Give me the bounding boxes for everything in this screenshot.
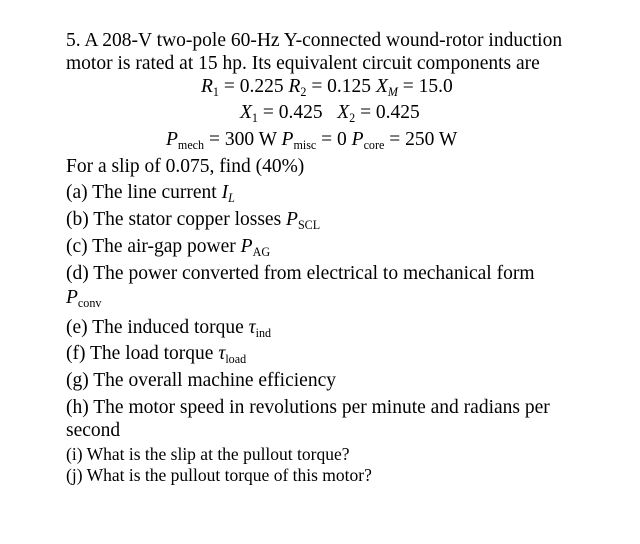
part-a-symbol: I bbox=[221, 182, 229, 203]
intro-line-2: motor is rated at 15 hp. Its equivalent circuit components are bbox=[66, 53, 540, 74]
part-a-text: (a) The line current bbox=[66, 182, 222, 203]
pmech-value: = 300 W bbox=[204, 129, 282, 150]
x2-value: = 0.425 bbox=[355, 102, 420, 123]
r2-value: = 0.125 bbox=[306, 76, 376, 97]
equation-losses bbox=[166, 130, 457, 150]
r2-symbol: R bbox=[288, 76, 301, 97]
part-c-subscript: AG bbox=[252, 244, 271, 259]
pmech-subscript: mech bbox=[177, 137, 205, 152]
part-a-subscript: L bbox=[228, 190, 235, 205]
part-d-subscript: conv bbox=[77, 295, 102, 310]
part-a bbox=[66, 183, 235, 203]
r1-symbol: R bbox=[201, 76, 213, 97]
equation-reactances bbox=[240, 103, 420, 123]
x1-subscript: 1 bbox=[251, 110, 258, 125]
x1-symbol: X bbox=[240, 102, 252, 123]
part-d-symbol: P bbox=[66, 287, 78, 308]
part-b bbox=[66, 210, 320, 230]
part-d-line-2 bbox=[66, 288, 101, 308]
intro-line-1: 5. A 208-V two-pole 60-Hz Y-connected wound-rotor induction bbox=[66, 30, 563, 51]
part-c-text: (c) The air-gap power bbox=[66, 236, 241, 257]
r1-value: = 0.225 bbox=[218, 76, 289, 97]
part-e-symbol: τ bbox=[248, 317, 256, 338]
part-f-subscript: load bbox=[225, 351, 247, 366]
part-f-text: (f) The load torque bbox=[66, 343, 219, 364]
part-i: (i) What is the slip at the pullout torque? bbox=[66, 444, 350, 464]
r1-subscript: 1 bbox=[212, 84, 219, 99]
pcore-subscript: core bbox=[363, 137, 385, 152]
part-f bbox=[66, 344, 246, 364]
equation-resistances bbox=[201, 77, 453, 97]
part-b-symbol: P bbox=[286, 209, 298, 230]
slip-prompt: For a slip of 0.075, find (40%) bbox=[66, 156, 305, 177]
part-g: (g) The overall machine efficiency bbox=[66, 370, 336, 391]
xm-subscript: M bbox=[387, 84, 398, 99]
part-e-subscript: ind bbox=[255, 325, 272, 340]
pmisc-value: = 0 bbox=[316, 129, 352, 150]
x2-subscript: 2 bbox=[349, 110, 356, 125]
part-f-symbol: τ bbox=[218, 343, 226, 364]
part-c-symbol: P bbox=[240, 236, 253, 257]
pmisc-symbol: P bbox=[281, 129, 294, 150]
part-j: (j) What is the pullout torque of this motor? bbox=[66, 465, 372, 485]
part-d-line-1: (d) The power converted from electrical to mechanical form bbox=[66, 263, 535, 284]
xm-symbol: X bbox=[375, 76, 388, 97]
x1-value: = 0.425 bbox=[257, 102, 338, 123]
pmech-symbol: P bbox=[166, 129, 178, 150]
part-b-text: (b) The stator copper losses bbox=[66, 209, 287, 230]
part-c bbox=[66, 237, 270, 257]
part-b-subscript: SCL bbox=[297, 217, 321, 232]
pcore-value: = 250 W bbox=[384, 129, 458, 150]
part-h-line-1: (h) The motor speed in revolutions per minute and radians per bbox=[66, 397, 550, 418]
r2-subscript: 2 bbox=[300, 84, 307, 99]
part-h-line-2: second bbox=[66, 420, 121, 441]
xm-value: = 15.0 bbox=[397, 76, 453, 97]
part-e bbox=[66, 318, 271, 338]
part-e-text: (e) The induced torque bbox=[66, 317, 249, 338]
x2-symbol: X bbox=[337, 102, 350, 123]
pmisc-subscript: misc bbox=[293, 137, 317, 152]
pcore-symbol: P bbox=[351, 129, 364, 150]
